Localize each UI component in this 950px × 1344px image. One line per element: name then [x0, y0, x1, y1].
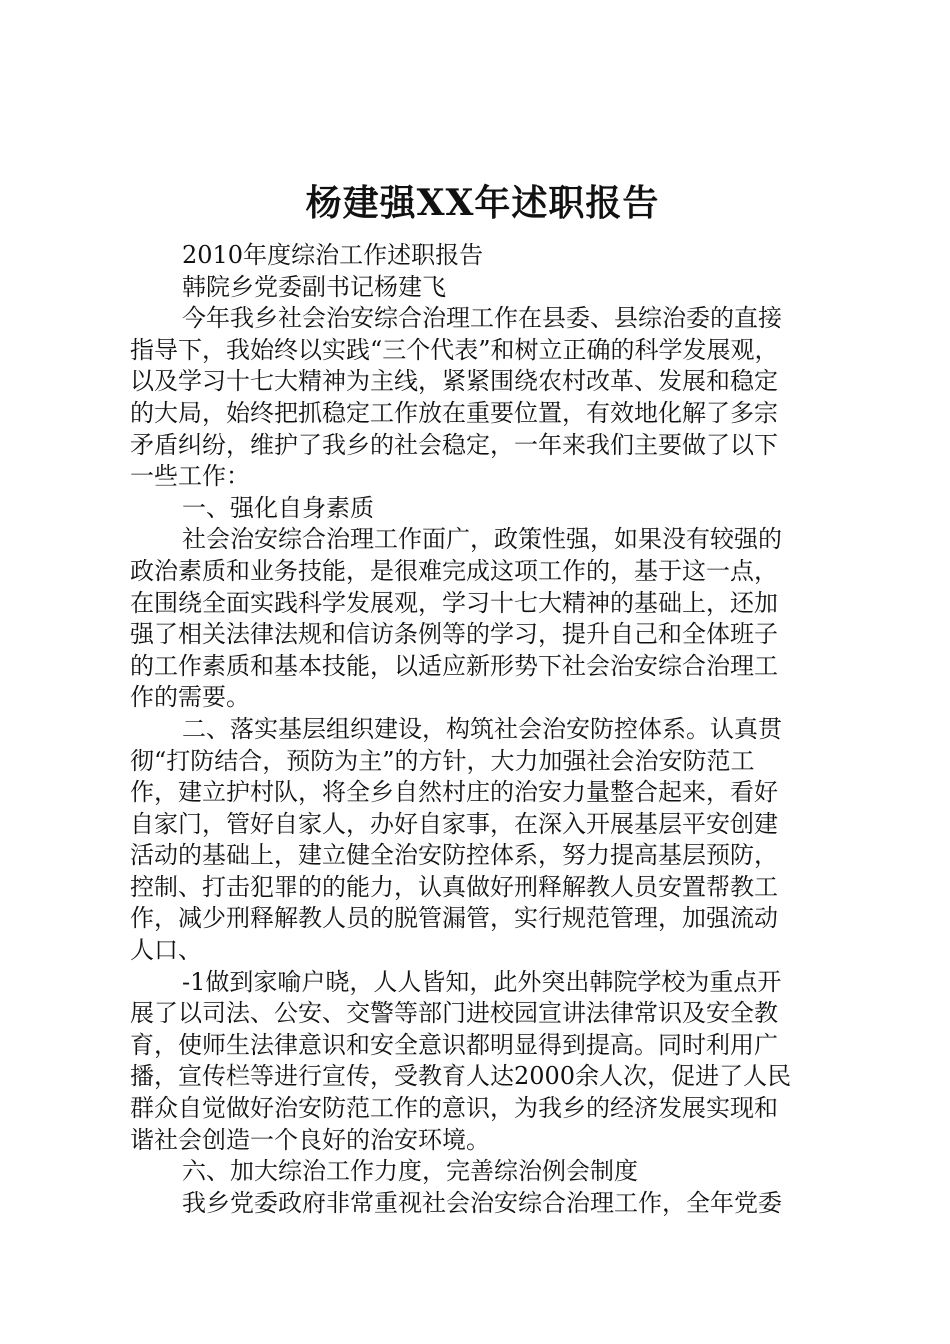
body-text-line: 一些工作： — [130, 462, 250, 491]
body-text-line: 二、落实基层组织建设，构筑社会治安防控体系。认真贯 — [182, 714, 782, 743]
document-page — [130, 178, 835, 1219]
body-text-line: 政治素质和业务技能，是很难完成这项工作的，基于这一点， — [130, 556, 778, 585]
body-text-line: 控制、打击犯罪的的能力，认真做好刑释解教人员安置帮教工 — [130, 872, 778, 901]
body-text-line: 一、强化自身素质 — [182, 493, 374, 522]
body-text-line: 人口、 — [130, 936, 202, 965]
body-text-line: 韩院乡党委副书记杨建飞 — [182, 272, 446, 301]
body-text-line: 2010年度综治工作述职报告 — [182, 241, 484, 269]
body-text-line: 我乡党委政府非常重视社会治安综合治理工作，全年党委 — [182, 1188, 782, 1217]
body-text-line: 指导下，我始终以实践“三个代表”和树立正确的科学发展观， — [130, 335, 779, 364]
body-text-line: 活动的基础上，建立健全治安防控体系，努力提高基层预防， — [130, 841, 778, 870]
body-text-line: 展了以司法、公安、交警等部门进校园宣讲法律常识及安全教 — [130, 999, 778, 1028]
document-title: 杨建强XX年述职报告 — [305, 182, 660, 224]
body-text-line: 作，建立护村队，将全乡自然村庄的治安力量整合起来，看好 — [130, 778, 778, 807]
body-text-line: 的大局，始终把抓稳定工作放在重要位置，有效地化解了多宗 — [130, 398, 778, 427]
document-body — [130, 240, 835, 1219]
body-text-line: 作的需要。 — [130, 683, 250, 712]
body-text-line: -1做到家喻户晓，人人皆知，此外突出韩院学校为重点开 — [182, 967, 782, 996]
body-text-line: 作，减少刑释解教人员的脱管漏管，实行规范管理，加强流动 — [130, 904, 778, 933]
body-text-line: 社会治安综合治理工作面广，政策性强，如果没有较强的 — [182, 525, 782, 554]
body-text-line: 育，使师生法律意识和安全意识都明显得到提高。同时利用广 — [130, 1030, 778, 1059]
body-text-line: 播，宣传栏等进行宣传，受教育人达2000余人次，促进了人民 — [130, 1062, 792, 1091]
body-text-line: 在围绕全面实践科学发展观，学习十七大精神的基础上，还加 — [130, 588, 778, 617]
body-text-line: 谐社会创造一个良好的治安环境。 — [130, 1125, 490, 1154]
body-text-line: 群众自觉做好治安防范工作的意识，为我乡的经济发展实现和 — [130, 1094, 778, 1123]
body-text-line: 自家门，管好自家人，办好自家事，在深入开展基层平安创建 — [130, 809, 778, 838]
body-text-line: 今年我乡社会治安综合治理工作在县委、县综治委的直接 — [182, 304, 782, 333]
body-text-line: 彻“打防结合，预防为主”的方针，大力加强社会治安防范工 — [130, 746, 755, 775]
body-text-line: 以及学习十七大精神为主线，紧紧围绕农村改革、发展和稳定 — [130, 367, 778, 396]
body-text-line: 强了相关法律法规和信访条例等的学习，提升自己和全体班子 — [130, 620, 778, 649]
body-text-line: 的工作素质和基本技能，以适应新形势下社会治安综合治理工 — [130, 651, 778, 680]
body-text-line: 六、加大综治工作力度，完善综治例会制度 — [182, 1157, 638, 1186]
body-text-line: 矛盾纠纷，维护了我乡的社会稳定，一年来我们主要做了以下 — [130, 430, 778, 459]
